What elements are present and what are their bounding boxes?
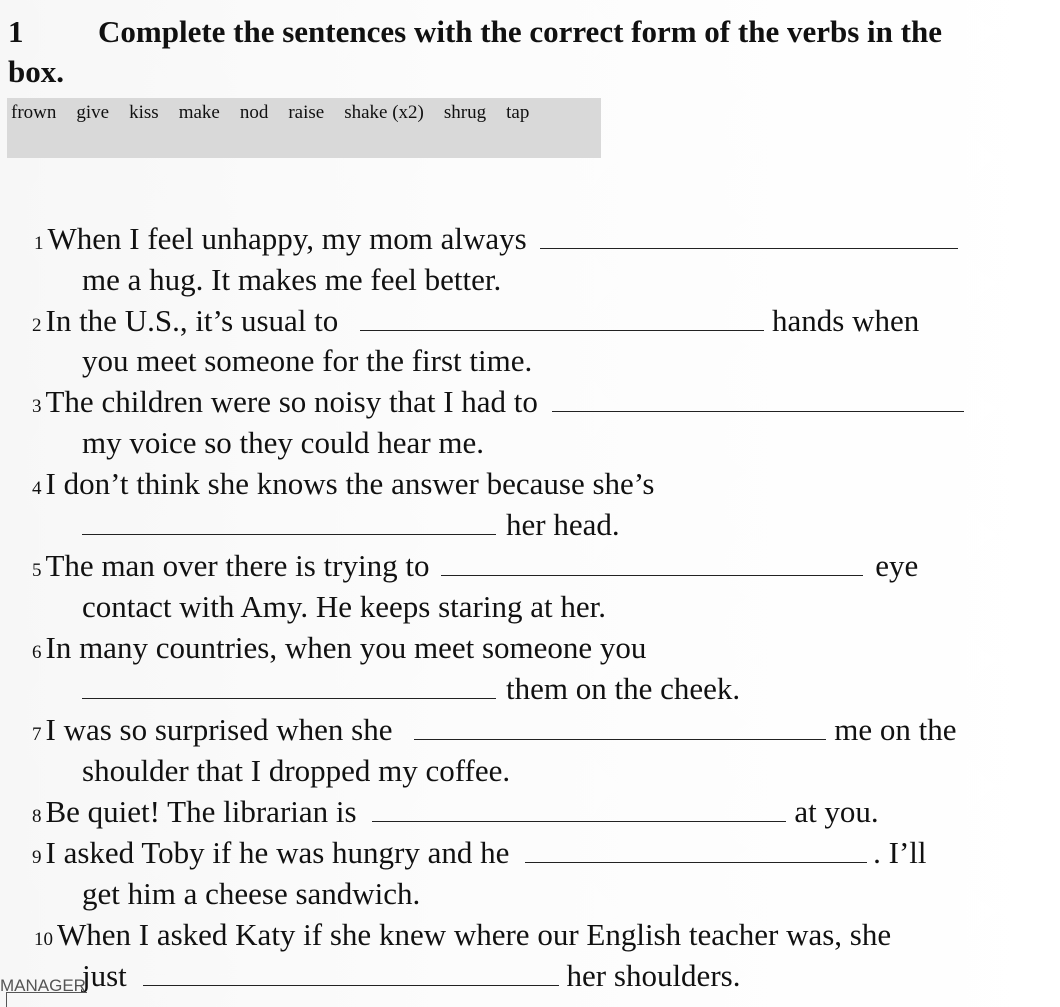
answer-blank-3[interactable]	[552, 385, 964, 412]
word-raise: raise	[288, 102, 325, 123]
sentence-text: I was so surprised when she	[45, 712, 393, 747]
sentence-text: shoulder that I dropped my coffee.	[82, 753, 511, 788]
sentence-text: When I feel unhappy, my mom always	[47, 221, 527, 256]
sentence-text: When I asked Katy if she knew where our English teacher was, she	[57, 917, 892, 952]
sentence-text: her head.	[506, 507, 620, 542]
instruction-line-2: box.	[8, 54, 64, 89]
answer-blank-7[interactable]	[414, 713, 826, 740]
sentence-text: In many countries, when you meet someone you	[45, 630, 647, 665]
sentence-2-line-1	[32, 303, 919, 344]
sentence-number: 6	[32, 642, 42, 663]
sentence-number: 2	[32, 315, 42, 336]
word-frown: frown	[11, 102, 57, 123]
manager-label: MANAGER	[0, 976, 86, 995]
sentence-1-line-2	[82, 262, 501, 298]
word-nod: nod	[239, 102, 269, 123]
answer-blank-10[interactable]	[143, 959, 559, 986]
sentence-text: at you.	[794, 794, 879, 829]
sentence-8-line-1	[32, 794, 879, 835]
answer-blank-4[interactable]	[82, 508, 496, 535]
answer-blank-9[interactable]	[525, 836, 867, 863]
answer-blank-5[interactable]	[441, 549, 863, 576]
sentence-1-line-1	[34, 221, 958, 262]
sentence-7-line-2	[82, 753, 510, 789]
word-list	[11, 102, 549, 124]
sentence-text: I don’t think she knows the answer because she’s	[45, 466, 655, 501]
manager-box	[6, 992, 87, 1007]
sentence-text: hands when	[772, 303, 920, 338]
answer-blank-2[interactable]	[360, 304, 764, 331]
word-box	[7, 98, 601, 158]
sentence-10-line-2	[82, 958, 740, 994]
sentence-text: me on the	[834, 712, 957, 747]
sentence-3-line-2	[82, 425, 484, 461]
sentence-number: 7	[32, 724, 42, 745]
sentence-text: just	[82, 958, 127, 993]
sentence-10-line-1	[34, 917, 891, 958]
sentence-4-line-2	[82, 507, 620, 543]
sentence-text: contact with Amy. He keeps staring at her.	[82, 589, 606, 624]
answer-blank-8[interactable]	[372, 795, 786, 822]
word-kiss: kiss	[129, 102, 159, 123]
sentence-text: my voice so they could hear me.	[82, 425, 485, 460]
sentence-text: Be quiet! The librarian is	[45, 794, 357, 829]
exercise-heading	[8, 12, 1048, 92]
word-tap: tap	[506, 102, 530, 123]
sentence-text: me a hug. It makes me feel better.	[82, 262, 502, 297]
word-make: make	[178, 102, 220, 123]
exercise-number: 1	[8, 14, 24, 49]
sentence-text: them on the cheek.	[506, 671, 741, 706]
word-shake: shake (x2)	[344, 102, 424, 123]
sentence-number: 8	[32, 806, 42, 827]
sentence-text: The children were so noisy that I had to	[45, 384, 538, 419]
sentence-number: 9	[32, 847, 42, 868]
answer-blank-6[interactable]	[82, 672, 496, 699]
sentence-text: eye	[875, 548, 919, 583]
sentence-text: The man over there is trying to	[45, 548, 430, 583]
sentence-9-line-2	[82, 876, 420, 912]
word-give: give	[76, 102, 110, 123]
word-shrug: shrug	[443, 102, 487, 123]
sentence-text: I asked Toby if he was hungry and he	[45, 835, 510, 870]
sentence-number: 4	[32, 478, 42, 499]
instruction-line-1: Complete the sentences with the correct form of the verbs in the	[98, 14, 942, 49]
sentence-text: In the U.S., it’s usual to	[45, 303, 339, 338]
sentence-text: get him a cheese sandwich.	[82, 876, 421, 911]
sentence-7-line-1	[32, 712, 956, 753]
sentence-text: her shoulders.	[566, 958, 741, 993]
sentence-number: 3	[32, 396, 42, 417]
sentence-text: you meet someone for the first time.	[82, 343, 533, 378]
sentence-6-line-1	[32, 630, 646, 671]
sentence-3-line-1	[32, 384, 964, 425]
sentence-6-line-2	[82, 671, 740, 707]
sentence-number: 5	[32, 560, 42, 581]
answer-blank-1[interactable]	[540, 222, 958, 249]
sentence-4-line-1	[32, 466, 654, 507]
sentence-text: . I’ll	[873, 835, 927, 870]
sentence-number: 1	[34, 233, 44, 254]
sentence-2-line-2	[82, 343, 532, 379]
sentence-5-line-2	[82, 589, 606, 625]
sentence-5-line-1	[32, 548, 918, 589]
sentence-9-line-1	[32, 835, 927, 876]
sentence-number: 10	[34, 929, 53, 950]
